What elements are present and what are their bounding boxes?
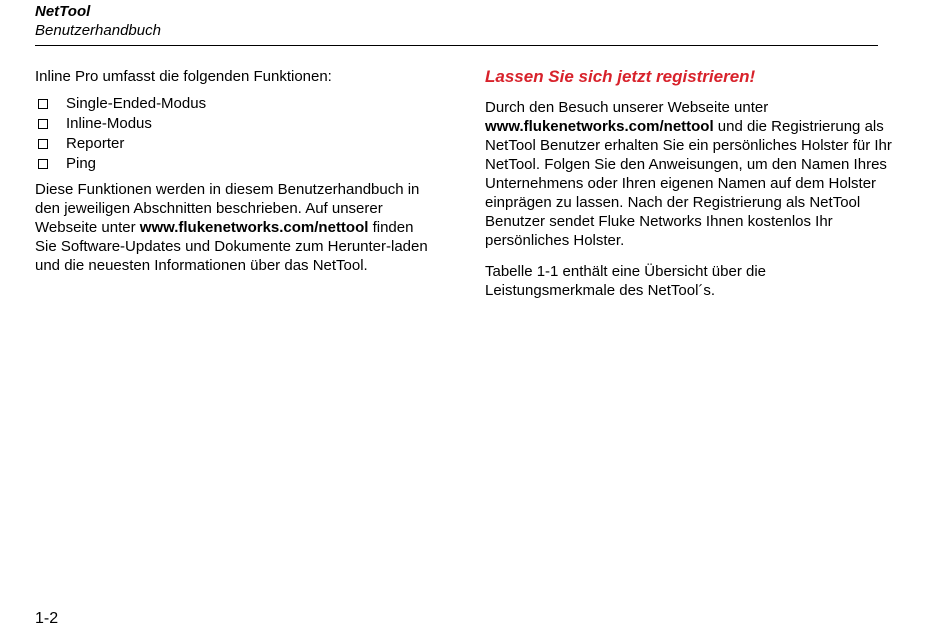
right-body-paragraph <box>485 98 895 250</box>
header-title: NetTool <box>35 3 91 20</box>
checkbox-bullet-icon <box>38 119 48 129</box>
list-item <box>35 154 435 174</box>
feature-label: Ping <box>66 155 97 172</box>
right-body-text-2: und die Registrierung als NetTool Benutzer erhalten Sie ein persönliches Holster für Ihr NetTool. Folgen Sie den Anweisungen, um den Namen Ihres Unternehmens oder Ihren eigenen Namen auf dem Holster einprägen zu lassen. Nach der Registrierung als NetTool Benutzer sendet Fluke Networks Ihnen kostenlos Ihr persönliches Holster. <box>485 118 892 249</box>
header-divider <box>35 45 878 46</box>
feature-label: Inline-Modus <box>66 115 152 132</box>
header-subtitle: Benutzerhandbuch <box>35 22 161 39</box>
feature-list <box>35 94 435 174</box>
right-body-text-1: Durch den Besuch unserer Webseite unter <box>485 99 769 116</box>
left-column <box>35 65 435 275</box>
list-item <box>35 114 435 134</box>
list-item <box>35 94 435 114</box>
page-header <box>35 3 161 41</box>
left-body-paragraph <box>35 180 435 275</box>
checkbox-bullet-icon <box>38 159 48 169</box>
list-item <box>35 134 435 154</box>
website-link[interactable]: www.flukenetworks.com/nettool <box>485 118 714 135</box>
feature-label: Single-Ended-Modus <box>66 95 207 112</box>
table-reference-paragraph: Tabelle 1-1 enthält eine Übersicht über die Leistungsmerkmale des NetTool´s. <box>485 263 767 299</box>
website-link[interactable]: www.flukenetworks.com/nettool <box>139 219 369 236</box>
section-heading: Lassen Sie sich jetzt registrieren! <box>485 67 756 86</box>
left-body-text-1: Diese Funktionen werden in diesem Benutzerhandbuch in den jeweiligen Abschnitten beschrieben. Auf unserer Webseite unter <box>35 181 420 236</box>
feature-label: Reporter <box>66 135 125 152</box>
page-number: 1-2 <box>35 610 59 627</box>
right-column <box>485 65 895 300</box>
left-body-text-2: finden Sie Software-Updates und Dokumente zum Herunter-laden und die neuesten Informationen über das NetTool. <box>35 219 428 274</box>
checkbox-bullet-icon <box>38 99 48 109</box>
checkbox-bullet-icon <box>38 139 48 149</box>
features-intro: Inline Pro umfasst die folgenden Funktionen: <box>35 68 332 85</box>
